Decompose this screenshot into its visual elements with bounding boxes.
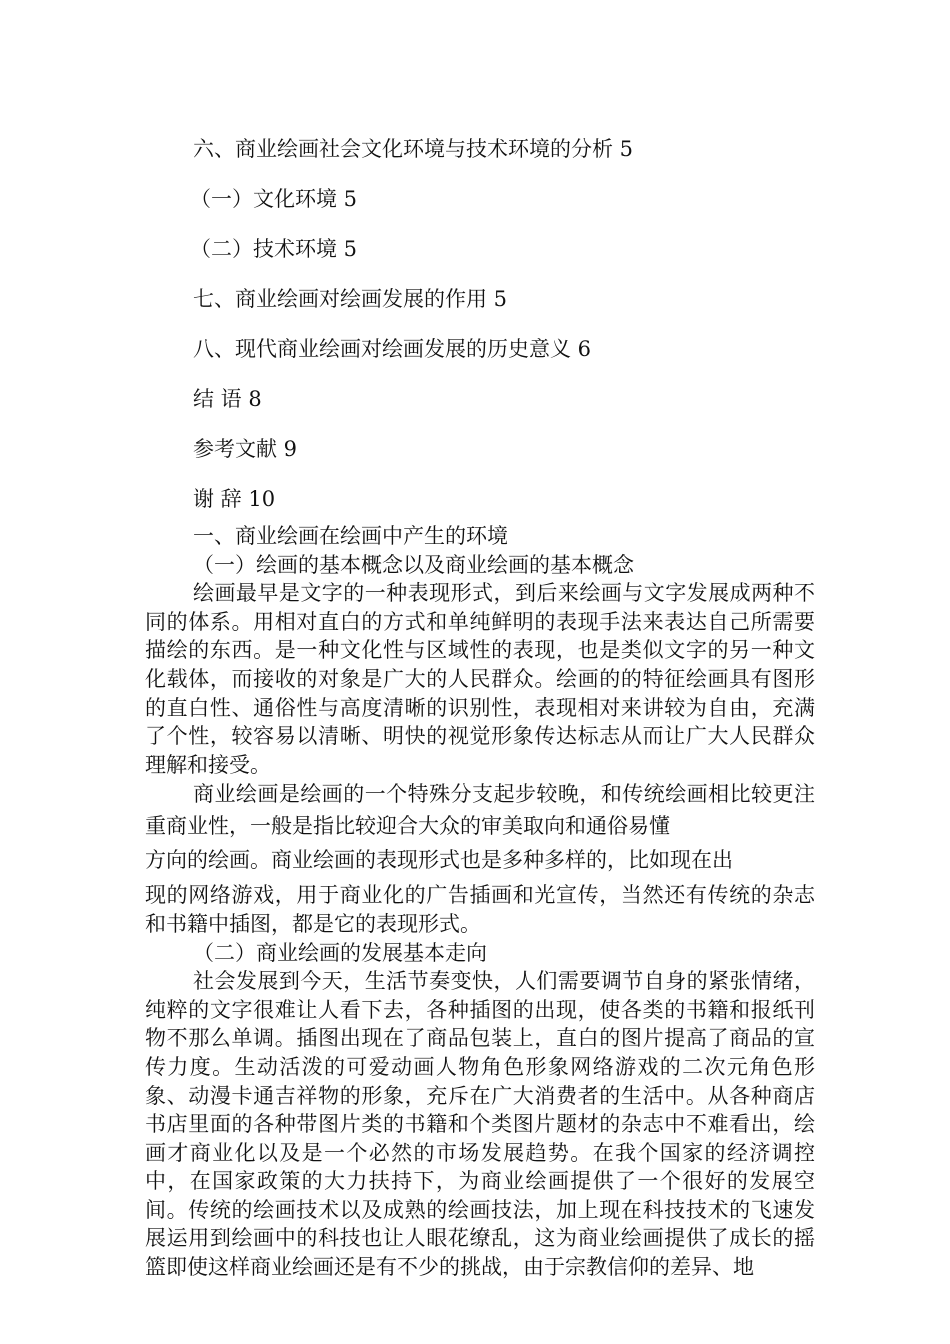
toc-item: 谢 辞 10 (193, 487, 276, 511)
toc-item: 七、商业绘画对绘画发展的作用 5 (193, 287, 508, 311)
paragraph: 社会发展到今天，生活节奏变快，人们需要调节自身的紧张情绪，纯粹的文字很难让人看下去，各种插图的出现，使各类的书籍和报纸刊物不那么单调。插图出现在了商品包装上，直白的图片提高了商品的宣传力度。生动活泼的可爱动画人物角色形象网络游戏的二次元角色形象、动漫卡通吉祥物的形象，充斥在广大消费者的生活中。从各种商店书店里面的各种带图片类的书籍和个类图片题材的杂志中不难看出，绘画才商业化以及是一个必然的市场发展趋势。在我个国家的经济调控中，在国家政策的大力扶持下，为商业绘画提供了一个很好的发展空间。传统的绘画技术以及成熟的绘画技法，加上现在科技技术的飞速发展运用到绘画中的科技也让人眼花缭乱，这为商业绘画提供了成长的摇篮即使这样商业绘画还是有不少的挑战，由于宗教信仰的差异、地 (145, 969, 815, 1280)
paragraph: 商业绘画是绘画的一个特殊分支起步较晚，和传统绘画相比较更注重商业性，一般是指比较迎合大众的审美取向和通俗易懂 (145, 782, 815, 838)
toc-item: （一）文化环境 5 (190, 187, 358, 211)
toc-item: 结 语 8 (193, 387, 262, 411)
paragraph-continued: 现的网络游戏，用于商业化的广告插画和光宣传，当然还有传统的杂志和书籍中插图，都是它的表现形式。 (145, 883, 815, 936)
subsection-heading: （二）商业绘画的发展基本走向 (193, 940, 487, 965)
subsection-heading: （一）绘画的基本概念以及商业绘画的基本概念 (193, 552, 634, 577)
paragraph-continued: 方向的绘画。商业绘画的表现形式也是多种多样的，比如现在出 (145, 848, 733, 873)
toc-item: 六、商业绘画社会文化环境与技术环境的分析 5 (193, 137, 634, 161)
paragraph: 绘画最早是文字的一种表现形式，到后来绘画与文字发展成两种不同的体系。用相对直白的方式和单纯鲜明的表现手法来表达自己所需要描绘的东西。是一种文化性与区域性的表现，也是类似文字的另一种文化载体，而接收的对象是广大的人民群众。绘画的的特征绘画具有图形的直白性、通俗性与高度清晰的识别性，表现相对来讲较为自由，充满了个性，较容易以清晰、明快的视觉形象传达标志从而让广大人民群众理解和接受。 (145, 581, 815, 777)
toc-item: （二）技术环境 5 (190, 237, 358, 261)
body-text (145, 522, 815, 1282)
section-heading: 一、商业绘画在绘画中产生的环境 (193, 524, 508, 548)
toc-item: 参考文献 9 (193, 437, 298, 461)
toc-item: 八、现代商业绘画对绘画发展的历史意义 6 (193, 337, 592, 361)
